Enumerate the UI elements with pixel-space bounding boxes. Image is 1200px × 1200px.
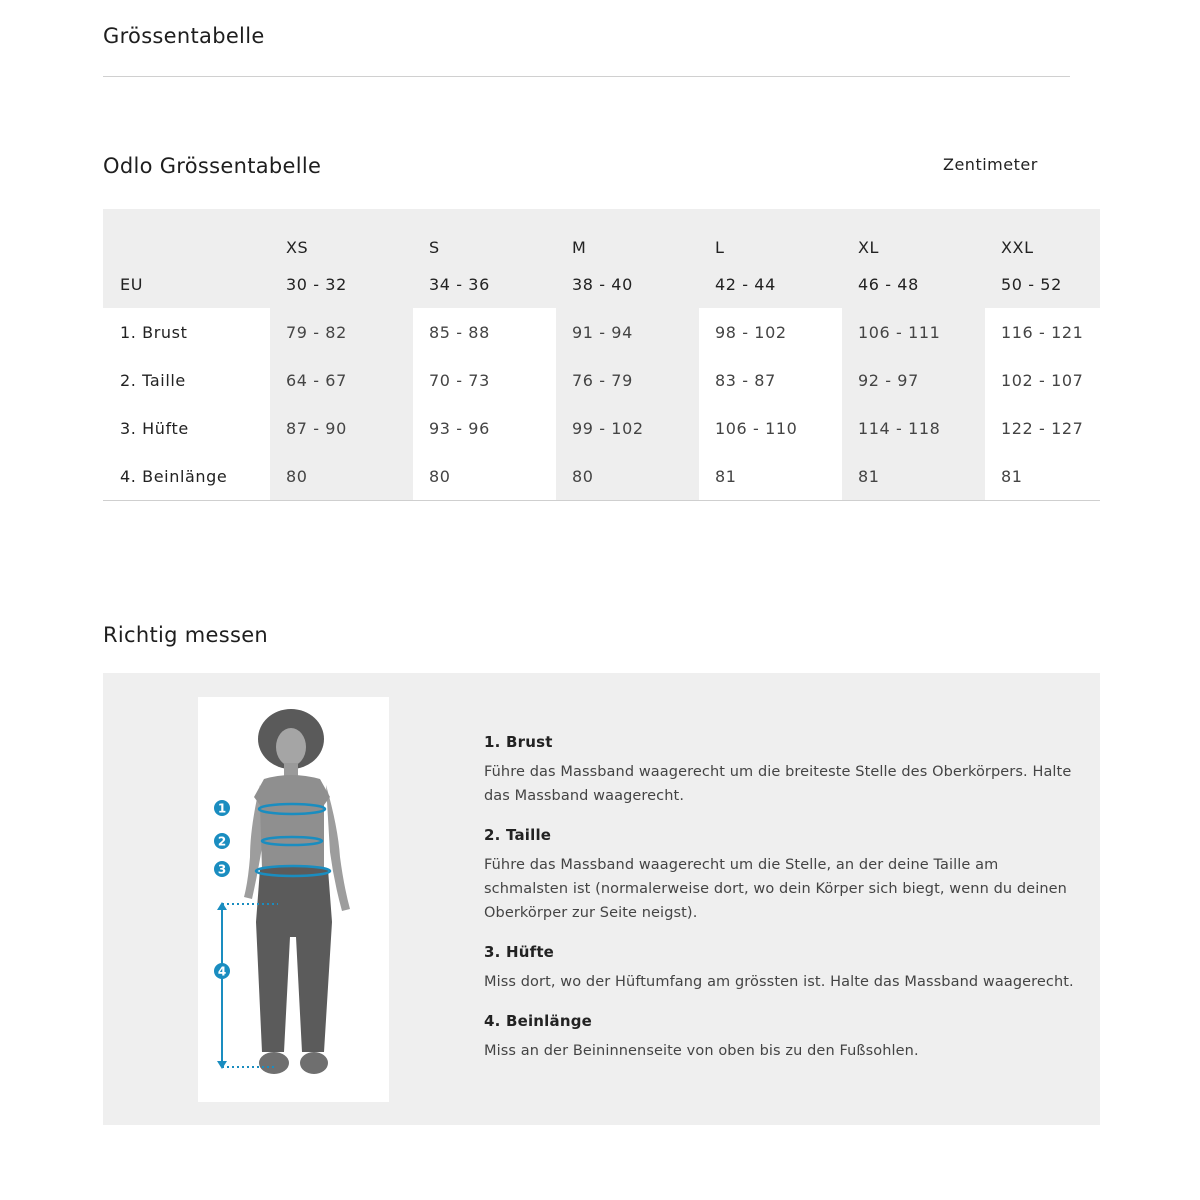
table-cell: 64 - 67 — [270, 356, 413, 404]
marker-2-icon — [214, 833, 230, 849]
measure-panel — [103, 673, 1100, 1125]
table-cell: 70 - 73 — [429, 370, 490, 390]
size-header-row — [103, 209, 1100, 261]
table-row — [103, 452, 1100, 501]
table-cell: 102 - 107 — [1001, 370, 1084, 390]
size-header-cell: XL — [842, 209, 985, 261]
instruction-item — [484, 733, 1084, 808]
instruction-item — [484, 943, 1084, 994]
page-title: Grössentabelle — [103, 24, 265, 48]
marker-1-label: 1 — [217, 801, 227, 816]
instruction-title: 3. Hüfte — [484, 943, 555, 961]
eu-label: EU — [103, 261, 270, 308]
size-header-cell: L — [699, 209, 842, 261]
table-cell: 116 - 121 — [1001, 322, 1084, 342]
table-cell: 106 - 111 — [842, 308, 985, 356]
row-label: 4. Beinlänge — [103, 452, 270, 501]
table-row — [103, 308, 1100, 356]
eu-size-row — [103, 261, 1100, 308]
eu-size-cell: 42 - 44 — [699, 261, 842, 308]
measurement-figure — [198, 697, 389, 1102]
table-cell: 83 - 87 — [715, 370, 776, 390]
eu-size-cell: 34 - 36 — [413, 261, 556, 308]
table-cell: 80 — [270, 452, 413, 501]
marker-3-icon — [214, 861, 230, 877]
table-cell: 81 — [985, 452, 1100, 501]
instruction-title: 4. Beinlänge — [484, 1012, 593, 1030]
instruction-text: Miss dort, wo der Hüftumfang am grössten ist. Halte das Massband waagerecht. — [484, 974, 1074, 990]
eu-size-cell: 50 - 52 — [985, 261, 1100, 308]
unit-label: Zentimeter — [943, 155, 1038, 174]
table-cell: 81 — [699, 452, 842, 501]
table-cell: 98 - 102 — [715, 322, 787, 342]
table-cell: 80 — [413, 452, 556, 501]
size-header-cell: XS — [270, 209, 413, 261]
marker-4-label: 4 — [217, 964, 227, 979]
instruction-title: 2. Taille — [484, 826, 552, 844]
measure-section-title: Richtig messen — [103, 623, 269, 647]
table-cell: 76 - 79 — [556, 356, 699, 404]
shirt-shape — [254, 775, 330, 871]
arrow-up-icon — [217, 902, 227, 910]
marker-4-icon — [214, 963, 230, 979]
measure-instructions — [484, 733, 1084, 1081]
marker-2-label: 2 — [217, 834, 227, 849]
table-cell: 91 - 94 — [556, 308, 699, 356]
table-cell: 122 - 127 — [1001, 418, 1084, 438]
row-label: 3. Hüfte — [120, 418, 189, 438]
eu-size-cell: 46 - 48 — [842, 261, 985, 308]
table-cell: 99 - 102 — [556, 404, 699, 452]
instruction-text: Führe das Massband waagerecht um die breiteste Stelle des Oberkörpers. Halte das Massband waagerecht. — [484, 764, 1072, 804]
table-cell: 93 - 96 — [429, 418, 490, 438]
instruction-text: Miss an der Beininnenseite von oben bis zu den Fußsohlen. — [484, 1043, 919, 1059]
size-table — [103, 209, 1100, 501]
table-cell: 92 - 97 — [842, 356, 985, 404]
title-divider — [103, 76, 1070, 77]
row-label: 1. Brust — [120, 322, 188, 342]
eu-size-cell: 38 - 40 — [556, 261, 699, 308]
table-cell: 85 - 88 — [429, 322, 490, 342]
trousers-shape — [256, 867, 332, 1052]
face-shape — [276, 728, 306, 766]
right-shoe-shape — [300, 1052, 328, 1074]
size-chart-title: Odlo Grössentabelle — [103, 154, 322, 178]
header-corner-cell — [103, 209, 270, 261]
marker-3-label: 3 — [217, 862, 227, 877]
left-shoe-shape — [259, 1052, 289, 1074]
size-header-cell: XXL — [985, 209, 1100, 261]
table-row — [103, 404, 1100, 452]
instruction-text: Führe das Massband waagerecht um die Stelle, an der deine Taille am schmalsten ist (normalerweise dort, wo dein Körper sich biegt, wenn du deinen Oberkörper zur Seite neigst). — [484, 857, 1067, 921]
instruction-item — [484, 826, 1084, 925]
table-cell: 106 - 110 — [715, 418, 798, 438]
marker-1-icon — [214, 800, 230, 816]
person-illustration — [198, 697, 389, 1102]
table-cell: 87 - 90 — [270, 404, 413, 452]
row-label: 2. Taille — [120, 370, 186, 390]
size-header-cell: M — [556, 209, 699, 261]
table-row — [103, 356, 1100, 404]
table-cell: 114 - 118 — [842, 404, 985, 452]
table-cell: 79 - 82 — [270, 308, 413, 356]
eu-size-cell: 30 - 32 — [270, 261, 413, 308]
instruction-title: 1. Brust — [484, 733, 553, 751]
size-header-cell: S — [413, 209, 556, 261]
arrow-down-icon — [217, 1061, 227, 1069]
instruction-item — [484, 1012, 1084, 1063]
table-cell: 81 — [842, 452, 985, 501]
table-cell: 80 — [556, 452, 699, 501]
